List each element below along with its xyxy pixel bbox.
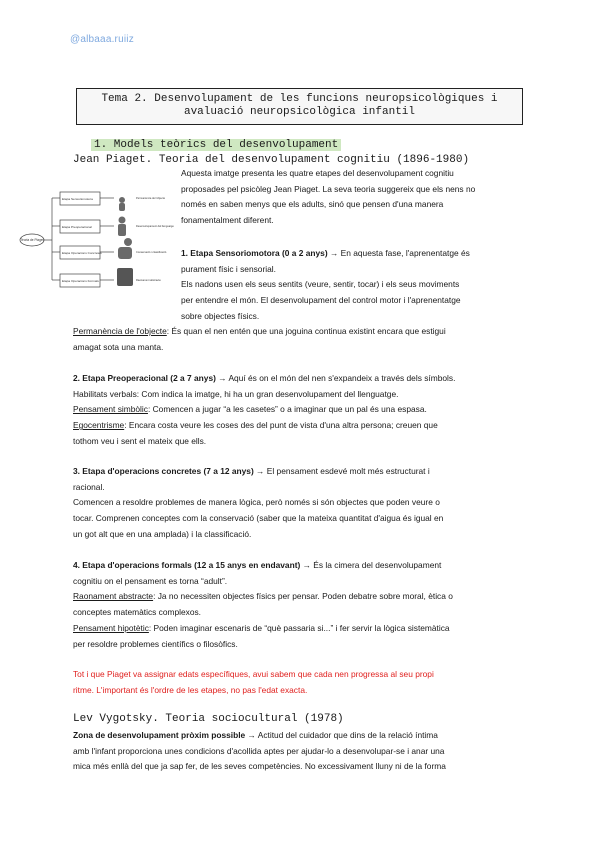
stage1-block: 1. Etapa Sensoriomotora (0 a 2 anys) → En aquesta fase, l'aprenentatge és purament físic i sensorial. Els nadons usen els seus sentits (veure, sentir, tocar) i els seus moviments per entendre el món. El desenvolupament del control motor i l'aprenentatge sobre objectes físics. — [181, 248, 470, 321]
author-handle: @albaaa.ruiiz — [70, 34, 134, 45]
diagram-caption: Desenvolupament del llenguatge — [136, 225, 174, 228]
stage3-block: 3. Etapa d'operacions concretes (7 a 12 anys) → El pensament esdevé molt més estructurat i racional. Comencen a resoldre problemes de manera lògica, però només si són objectes que poden veure o tocar. Comprenen conceptes com la conservació (saber que la mateixa quantitat d'aigua és igual en un got alt que en una amplada) i la classificació. — [73, 466, 444, 539]
diagram-stage-label: Etapa Sensoriomotora — [62, 197, 93, 201]
section-heading: 1. Models teòrics del desenvolupament — [91, 139, 341, 151]
vygotsky-heading: Lev Vygotsky. Teoria sociocultural (1978) — [73, 713, 344, 725]
permanence-block: Permanència de l'objecte: És quan el nen entén que una joguina continua existint encara que estigui amagat sota una manta. — [73, 326, 446, 352]
ego-term: Egocentrisme — [73, 420, 125, 431]
diagram-stage-label: Etapa Operacions Formals — [62, 279, 99, 283]
symbolic-term: Pensament simbòlic — [73, 404, 148, 415]
title-line-1: Tema 2. Desenvolupament de les funcions neuropsicològiques i — [101, 93, 498, 105]
diagram-stage-label: Etapa Preoperacional — [62, 225, 92, 229]
hypothetical-term: Pensament hipotètic — [73, 622, 149, 633]
stage4-block: 4. Etapa d'operacions formals (12 a 15 anys en endavant) → És la cimera del desenvolupament cognitiu on el pensament es torna “adult”. Raonament abstracte: Ja no necessiten objectes físics per pensar. Poden debatre sobre moral, ètica o conceptes matemàtics complexos. Pensament hipotètic: Poden imaginar escenaris de “què passaria si...” i fer servir la lògica sistemàtica per resoldre problemes científics o filosòfics. — [73, 560, 453, 649]
stage2-block: 2. Etapa Preoperacional (2 a 7 anys) → Aquí és on el món del nen s'expandeix a través dels símbols. Habilitats verbals: Com indica la imatge, hi ha un gran desenvolupament del llenguatge. Pensament simbòlic: Comencen a jugar “a les casetes” o a imaginar que un pal és una espasa. Egocentrisme: Encara costa veure les coses des del punt de vista d'una altra persona; creuen que tothom veu i sent el mateix que ells. — [73, 373, 456, 446]
note-red: Tot i que Piaget va assignar edats específiques, avui sabem que cada nen progressa al seu propi ritme. L'important és l'ordre de les etapes, no pas l'edat exacta. — [73, 669, 434, 695]
diagram-root-label: Teoria de Piaget — [20, 238, 44, 242]
abstract-term: Raonament abstracte — [73, 591, 154, 602]
stage2-title: 2. Etapa Preoperacional (2 a 7 anys) — [73, 373, 216, 383]
permanence-term: Permanència de l'objecte — [73, 326, 167, 336]
diagram-caption: Raonament abstracte — [136, 279, 161, 282]
diagram-caption: Conservació i classificació — [136, 251, 167, 254]
child-illustration — [117, 197, 133, 286]
page-title — [76, 88, 523, 125]
piaget-heading: Jean Piaget. Teoria del desenvolupament cognitiu (1896-1980) — [73, 154, 470, 166]
diagram-caption: Permanència de l'objecte — [136, 197, 166, 200]
diagram-stage-label: Etapa Operacions Concretes — [62, 251, 102, 255]
piaget-intro: Aquesta imatge presenta les quatre etapes del desenvolupament cognitiu proposades pel psicòleg Jean Piaget. La seva teoria suggereix que els nens no només en saben menys que els adults, sinó que pensen d'una manera fonamentalment diferent. — [181, 168, 476, 226]
stage1-title: 1. Etapa Sensoriomotora (0 a 2 anys) — [181, 248, 328, 258]
zone-title: Zona de desenvolupament pròxim possible — [73, 730, 246, 740]
stage4-title: 4. Etapa d'operacions formals (12 a 15 anys en endavant) — [73, 560, 301, 570]
title-line-2: avaluació neuropsicològica infantil — [183, 106, 416, 118]
vygotsky-block: Zona de desenvolupament pròxim possible → Actitud del cuidador que dins de la relació íntima amb l'infant proporciona unes condicions d'acollida aptes per ajudar-lo a desenvolupar-se i anar una mica més enllà del que ja sap fer, de les seves competències. No excessivament lluny ni de la forma — [73, 730, 446, 772]
stage3-title: 3. Etapa d'operacions concretes (7 a 12 anys) — [73, 466, 254, 476]
piaget-diagram — [18, 190, 178, 298]
